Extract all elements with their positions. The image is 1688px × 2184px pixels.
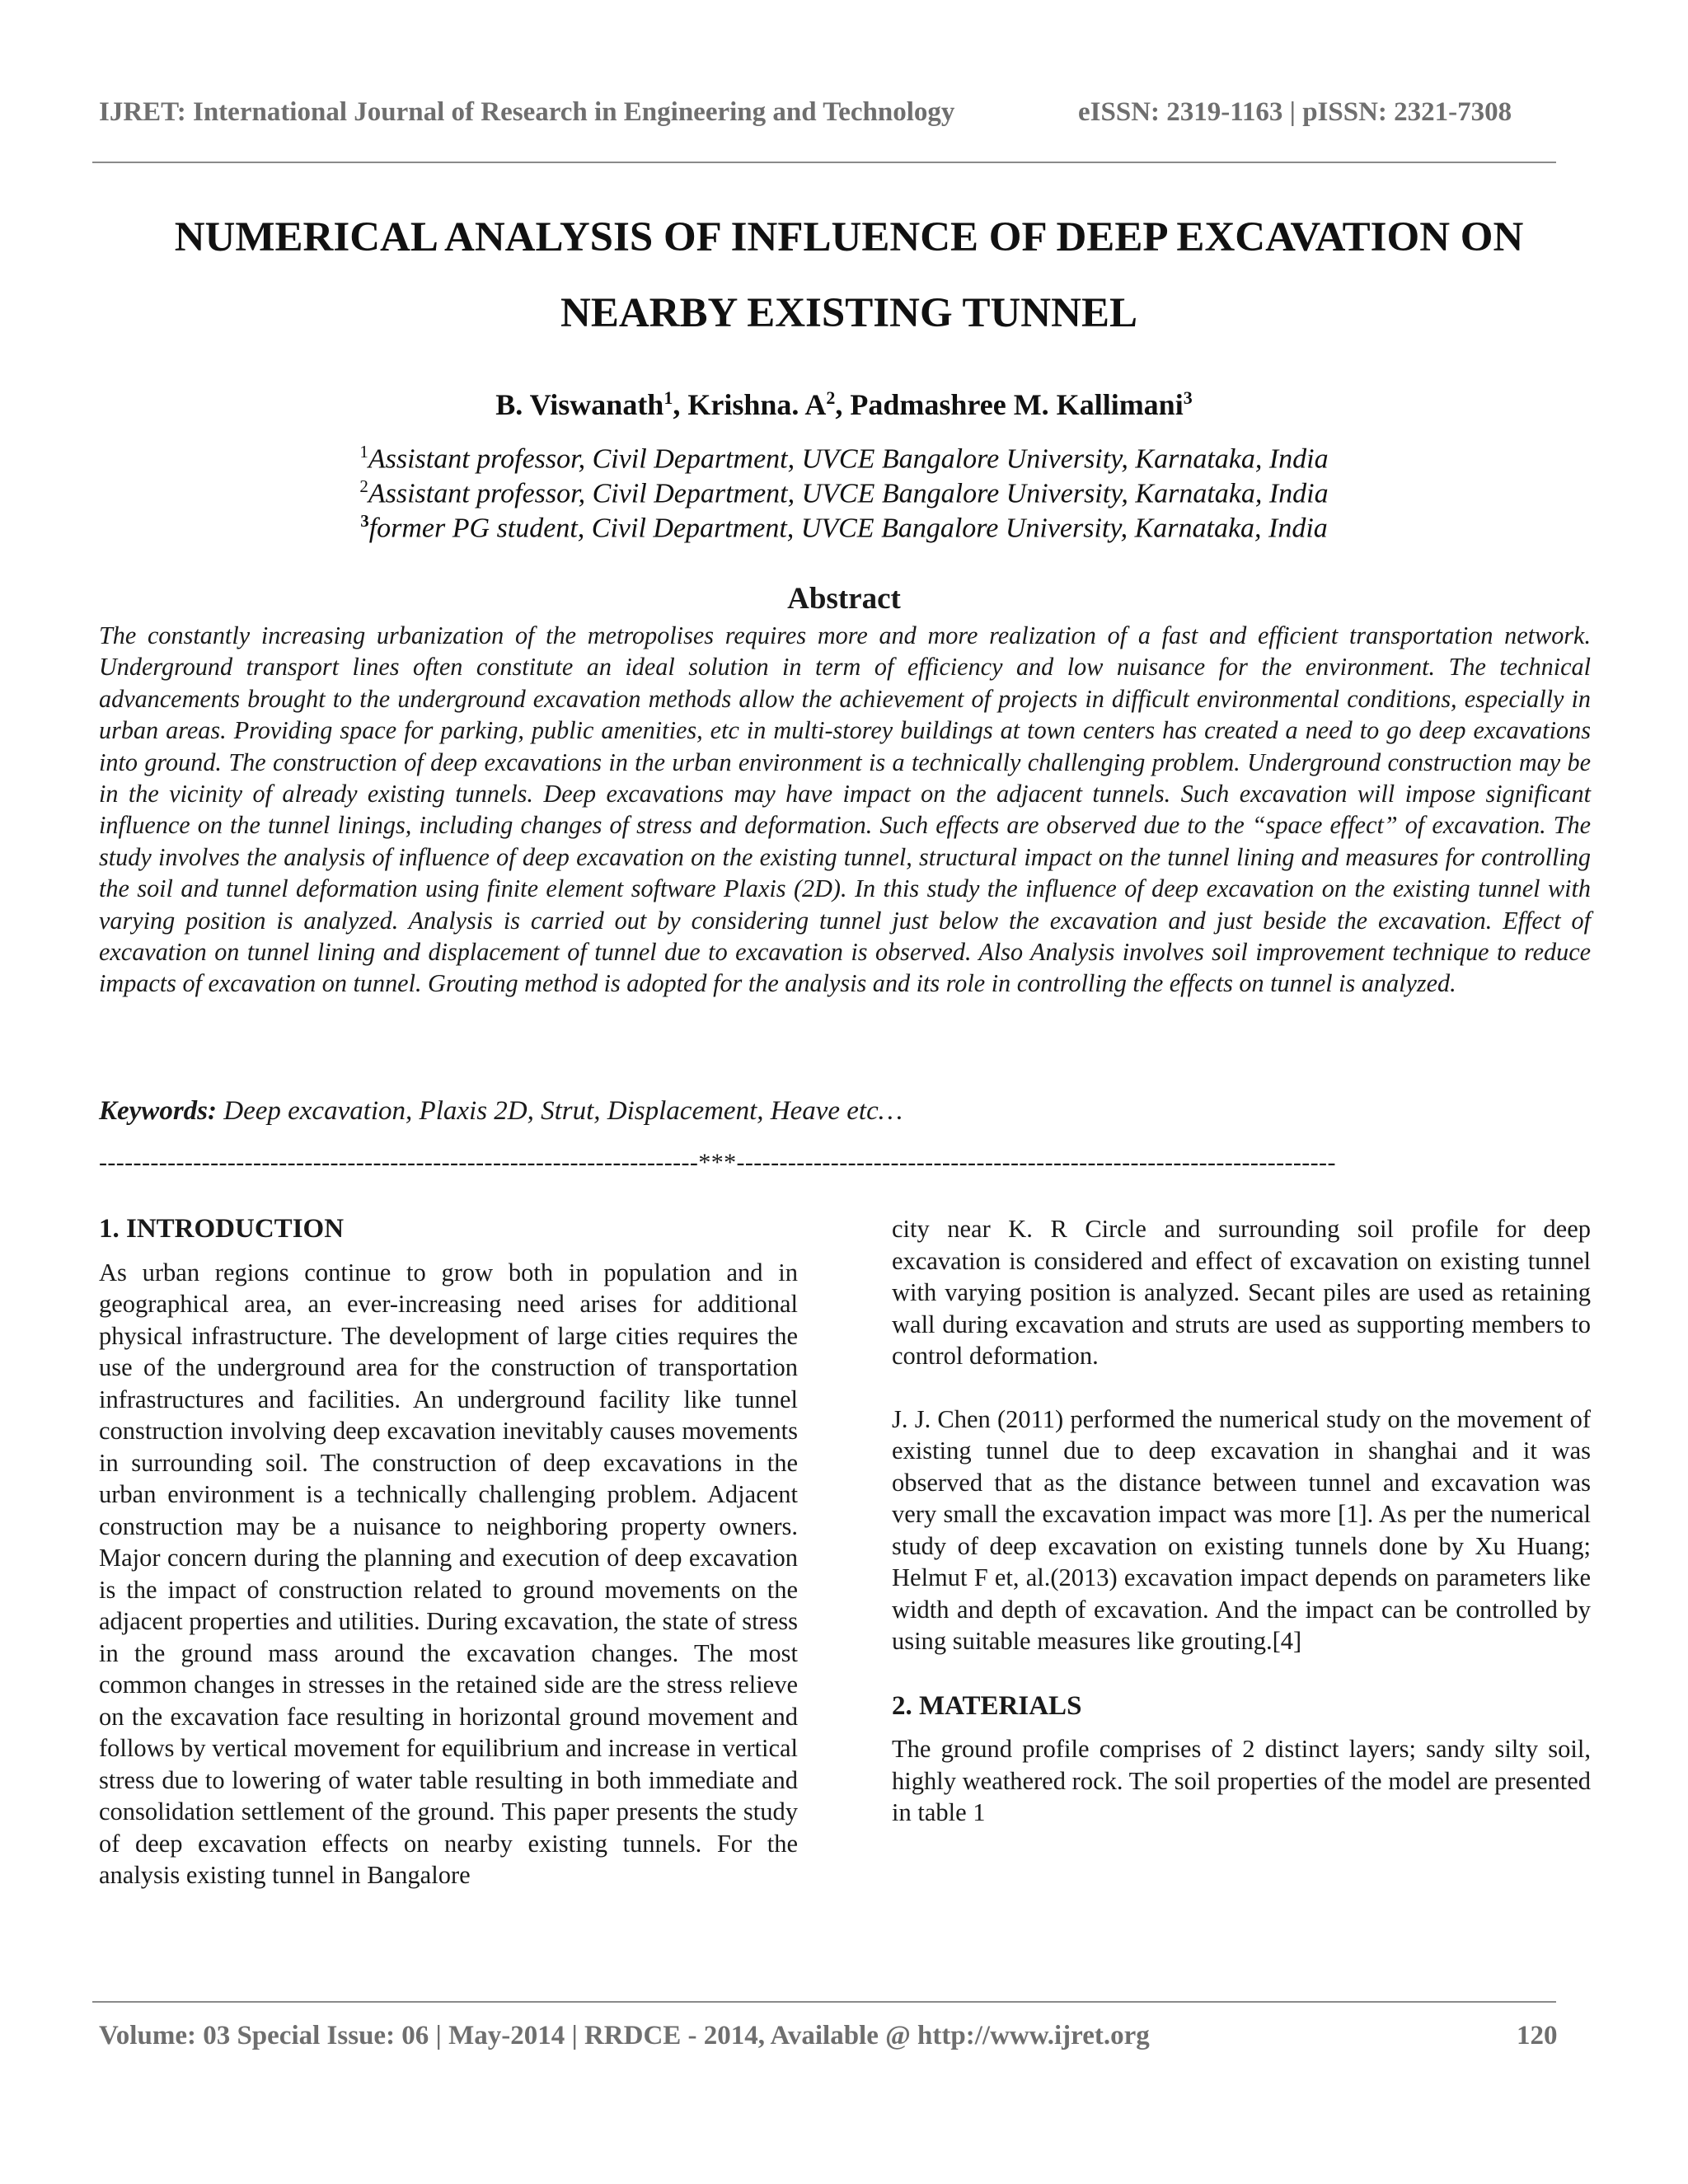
- paper-title: [82, 199, 1615, 351]
- introduction-paragraph-1: As urban regions continue to grow both in population and in geographical area, an ever-increasing need arises for additional physical infrastructure. The development of large cities requires the use of the underground area for the construction of transportation infrastructures and facilities. An underground facility like tunnel construction involving deep excavation inevitably causes movements in surrounding soil. The construction of deep excavations in the urban environment is a technically challenging problem. Adjacent construction may be a nuisance to neighboring property owners. Major concern during the planning and execution of deep excavation is the impact of construction related to ground movements on the adjacent properties and utilities. During excavation, the state of stress in the ground mass around the excavation changes. The most common changes in stresses in the retained side are the stress relieve on the excavation face resulting in horizontal ground movement and follows by vertical movement for equilibrium and increase in vertical stress due to lowering of water table resulting in both immediate and consolidation settlement of the ground. This paper presents the study of deep excavation effects on nearby existing tunnels. For the analysis existing tunnel in Bangalore: [99, 1258, 798, 1889]
- author-sep: ,: [673, 388, 688, 421]
- affiliation-text: former PG student, Civil Department, UVCE Bangalore University, Karnataka, India: [368, 513, 1328, 544]
- affiliation-sup: 1: [359, 442, 368, 462]
- footer-rule: [92, 2001, 1556, 2003]
- affiliation-text: Assistant professor, Civil Department, UVCE Bangalore University, Karnataka, India: [368, 443, 1329, 475]
- author-sup: 2: [826, 387, 836, 408]
- materials-heading: 2. MATERIALS: [892, 1690, 1082, 1721]
- affiliation-text: Assistant professor, Civil Department, UVCE Bangalore University, Karnataka, India: [368, 478, 1329, 509]
- title-line-1: NUMERICAL ANALYSIS OF INFLUENCE OF DEEP EXCAVATION ON: [174, 214, 1524, 260]
- author-name: Krishna. A: [687, 388, 827, 421]
- keywords-label: Keywords:: [99, 1096, 217, 1126]
- author-name: Padmashree M. Kallimani: [850, 388, 1184, 421]
- section-separator: ----------------------------------------------------------------------***----------------------------------------------------------------------: [99, 1149, 1336, 1176]
- introduction-heading: 1. INTRODUCTION: [99, 1214, 345, 1244]
- author-list: [0, 387, 1688, 422]
- running-footer: [99, 2021, 1566, 2051]
- abstract-body: The constantly increasing urbanization of the metropolises requires more and more realization of a fast and efficient transportation network. Underground transport lines often constitute an ideal solution in term of efficiency and low nuisance for the environment. The technical advancements brought to the underground excavation methods allow the achievement of projects in difficult environmental conditions, especially in urban areas. Providing space for parking, public amenities, etc in multi-storey buildings at town centers has created a need to go deep excavations into ground. The construction of deep excavations in the urban environment is a technically challenging problem. Underground construction may be in the vicinity of already existing tunnels. Deep excavations may have impact on the adjacent tunnels. Such excavation will impose significant influence on the tunnel linings, including changes of stress and deformation. Such effects are observed due to the “space effect” of excavation. The study involves the analysis of influence of deep excavation on the existing tunnel, structural impact on the tunnel lining and measures for controlling the soil and tunnel deformation using finite element software Plaxis (2D). In this study the influence of deep excavation on the existing tunnel with varying position is analyzed. Analysis is carried out by considering tunnel just below the excavation and just beside the excavation. Effect of excavation on tunnel lining and displacement of tunnel due to excavation is observed. Also Analysis involves soil improvement technique to reduce impacts of excavation on tunnel. Grouting method is adopted for the analysis and its role in controlling the effects on tunnel is analyzed.: [99, 621, 1591, 998]
- page-number: 120: [1517, 2021, 1558, 2050]
- keywords-text: Deep excavation, Plaxis 2D, Strut, Displacement, Heave etc…: [223, 1096, 903, 1126]
- affiliation-1: [0, 442, 1688, 475]
- author-name: B. Viswanath: [495, 388, 664, 421]
- title-line-2: NEARBY EXISTING TUNNEL: [560, 290, 1137, 336]
- affiliation-sup: 2: [359, 476, 368, 496]
- journal-name: IJRET: International Journal of Research in Engineering and Technology: [99, 97, 955, 127]
- introduction-paragraph-3: J. J. Chen (2011) performed the numerical study on the movement of existing tunnel due to deep excavation in shanghai and it was observed that as the distance between tunnel and excavation was very small the excavation impact was more [1]. As per the numerical study of deep excavation on existing tunnels done by Xu Huang; Helmut F et, al.(2013) excavation impact depends on parameters like width and depth of excavation. And the impact can be controlled by using suitable measures like grouting.[4]: [892, 1404, 1591, 1655]
- abstract-heading: Abstract: [787, 582, 901, 616]
- running-header: [99, 97, 1550, 128]
- author-sup: 1: [663, 387, 673, 408]
- right-column: [892, 1213, 1591, 1829]
- affiliation-sup: 3: [360, 511, 369, 531]
- affiliation-2: [0, 476, 1688, 509]
- author-sep: ,: [835, 388, 851, 421]
- left-column: [99, 1213, 798, 1891]
- header-rule: [92, 162, 1556, 163]
- author-sup: 3: [1183, 387, 1193, 408]
- materials-paragraph-1: The ground profile comprises of 2 distinct layers; sandy silty soil, highly weathered rock. The soil properties of the model are presented in table 1: [892, 1735, 1591, 1826]
- affiliation-3: [0, 511, 1688, 544]
- introduction-paragraph-2: city near K. R Circle and surrounding soil profile for deep excavation is considered and effect of excavation on existing tunnel with varying position is analyzed. Secant piles are used as retaining wall during excavation and struts are used as supporting members to control deformation.: [892, 1215, 1591, 1370]
- footer-citation: Volume: 03 Special Issue: 06 | May-2014 | RRDCE - 2014, Available @ http://www.ijret.org: [99, 2021, 1150, 2050]
- issn-numbers: eISSN: 2319-1163 | pISSN: 2321-7308: [1078, 97, 1512, 127]
- keywords: [99, 1096, 1582, 1127]
